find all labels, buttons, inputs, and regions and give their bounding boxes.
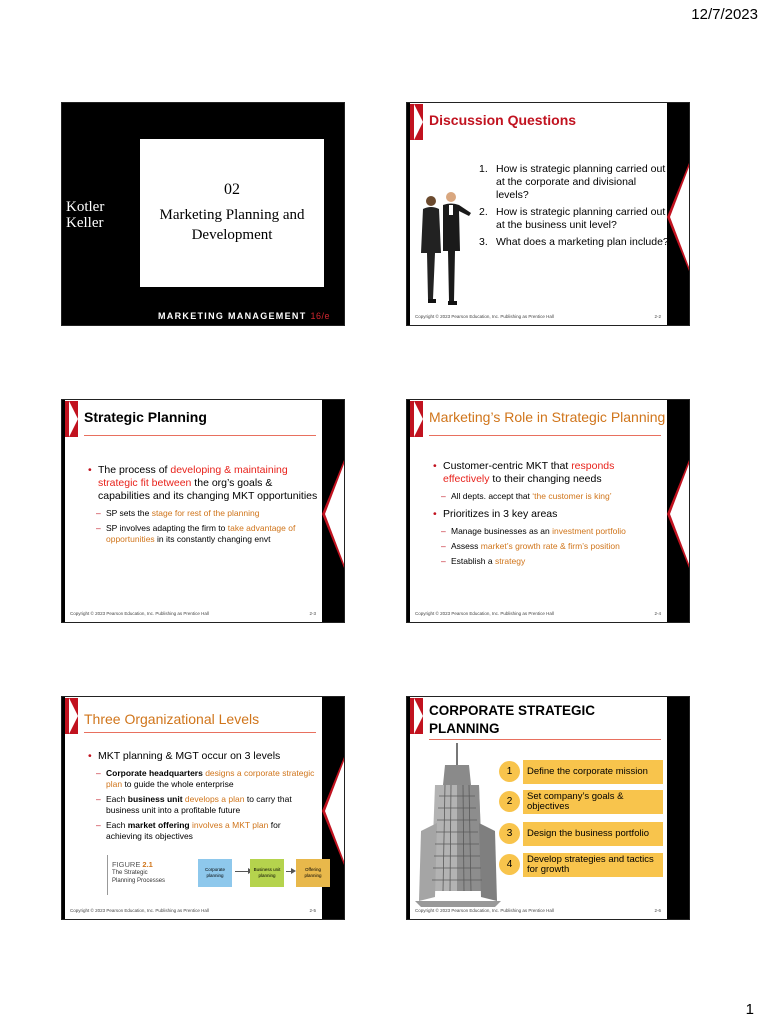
step-number: 4 (499, 854, 520, 875)
question-list (479, 163, 669, 253)
right-chevron-icon (667, 163, 689, 271)
brand-line1: Kotler (66, 199, 105, 215)
list-item (479, 236, 669, 249)
step-item (499, 760, 663, 784)
sub-bullet-text: Establish a (451, 556, 495, 566)
slide-number: 2-5 (309, 908, 316, 913)
edition-label: 16/e (310, 311, 331, 321)
sub-bullet-text: to carry that business unit into a profitable future (106, 794, 292, 815)
list-item (479, 163, 669, 202)
arrow-right-icon (235, 871, 251, 872)
sub-bullet-text: SP sets the (106, 508, 152, 518)
business-people-icon (413, 191, 475, 309)
slide-number: 2-3 (309, 611, 316, 616)
title-divider (429, 435, 661, 436)
sub-bullet-highlight: stage for rest of the planning (151, 508, 260, 518)
sub-bullet-item (431, 526, 663, 537)
sub-bullet-highlight: investment portfolio (552, 526, 626, 536)
figure-divider (107, 855, 108, 895)
title-divider (84, 732, 316, 733)
bullet-text: Customer-centric MKT that (443, 460, 572, 472)
slide-title: Marketing’s Role in Strategic Planning (429, 409, 666, 425)
bullet-text: MKT planning & MGT occur on 3 levels (98, 750, 281, 762)
chapter-title: Marketing Planning and Development (159, 207, 305, 243)
slide-corporate-strategic-planning (406, 696, 690, 920)
question-number: 2. (479, 206, 488, 218)
slide-strategic-planning (61, 399, 345, 623)
step-item (499, 790, 663, 814)
page-date: 12/7/2023 (691, 6, 758, 23)
page-number: 1 (745, 1001, 754, 1018)
step-text: Set company’s goals & objectives (523, 790, 663, 814)
step-number: 3 (499, 823, 520, 844)
figure-box-offering: Offering planning (296, 859, 330, 887)
slide-title-line: CORPORATE STRATEGIC (429, 703, 596, 718)
figure-label-text: FIGURE (112, 860, 143, 869)
sub-bullet-bold: business unit (127, 794, 183, 804)
bullet-item (431, 508, 663, 521)
sub-bullet-item (431, 556, 663, 567)
figure-label (112, 861, 165, 885)
figure-box-corporate: Corporate planning (198, 859, 232, 887)
figure-box-business-unit: Business unit planning (250, 859, 284, 887)
sub-bullet-highlight: involves a MKT plan (189, 820, 269, 830)
sub-bullet-highlight: ‘the customer is king’ (532, 491, 612, 501)
slide-body (86, 750, 318, 846)
sub-bullet-highlight: market’s growth rate & firm’s position (480, 541, 620, 551)
sub-bullet-text: Assess (451, 541, 481, 551)
slide-number: 2-4 (654, 611, 661, 616)
sub-bullet-text: to guide the whole enterprise (122, 779, 234, 789)
sub-bullet-text: in its constantly changing envt (154, 534, 271, 544)
right-chevron-icon (322, 460, 344, 568)
step-text: Develop strategies and tactics for growth (523, 853, 663, 877)
copyright-text: Copyright © 2023 Pearson Education, Inc. Publishing as Prentice Hall (415, 314, 554, 319)
book-title: MARKETING MANAGEMENT (158, 311, 307, 321)
slide-organizational-levels (61, 696, 345, 920)
sub-bullet-highlight: develops a plan (182, 794, 245, 804)
question-number: 3. (479, 236, 488, 248)
copyright-text: Copyright © 2023 Pearson Education, Inc. Publishing as Prentice Hall (415, 908, 554, 913)
sub-bullet-text: for achieving its objectives (106, 820, 281, 841)
bullet-item (86, 464, 318, 503)
copyright-text: Copyright © 2023 Pearson Education, Inc. Publishing as Prentice Hall (415, 611, 554, 616)
left-chevron-icon (65, 698, 78, 734)
slide-title-card (61, 102, 345, 326)
slide-discussion-questions (406, 102, 690, 326)
right-stripe (667, 697, 689, 919)
right-chevron-icon (322, 757, 344, 865)
title-box (140, 139, 324, 287)
bullet-text: to their changing needs (489, 473, 602, 485)
question-text: How is strategic planning carried out at the business unit level? (496, 206, 666, 231)
title-divider (429, 739, 661, 740)
book-title-bar (158, 311, 330, 321)
slide-title: Three Organizational Levels (84, 711, 260, 727)
sub-bullet-text: All depts. accept that (451, 491, 533, 501)
bullet-highlight: developing & maintaining strategic fit between (98, 464, 288, 489)
question-text: How is strategic planning carried out at the corporate and divisional levels? (496, 163, 666, 201)
sub-bullet-text: Each (106, 794, 128, 804)
step-item (499, 853, 663, 877)
brand-line2: Keller (66, 215, 104, 231)
brand-logo (66, 199, 104, 231)
sub-bullet-highlight: designs a corporate strategic plan (106, 768, 315, 789)
bullet-item (431, 460, 663, 486)
slide-number: 2-2 (654, 314, 661, 319)
sub-bullet-bold: Corporate headquarters (106, 768, 203, 778)
right-chevron-icon (667, 460, 689, 568)
sub-bullet-text: Each (106, 820, 128, 830)
step-item (499, 822, 663, 846)
copyright-text: Copyright © 2023 Pearson Education, Inc. Publishing as Prentice Hall (70, 908, 209, 913)
slide-body (86, 464, 318, 549)
sub-bullet-item (86, 508, 318, 519)
figure-caption: Planning Processes (112, 878, 166, 884)
sub-bullet-item (86, 523, 318, 545)
slide-body (431, 460, 663, 571)
left-chevron-icon (65, 401, 78, 437)
sub-bullet-highlight: strategy (494, 556, 526, 566)
step-text: Design the business portfolio (523, 822, 663, 846)
step-number: 1 (499, 761, 520, 782)
arrow-right-icon (286, 871, 294, 872)
sub-bullet-bold: market offering (127, 820, 190, 830)
slide-title: Strategic Planning (84, 409, 207, 425)
left-chevron-icon (410, 401, 423, 437)
slide-title-line: PLANNING (429, 721, 500, 736)
sub-bullet-item (431, 491, 663, 502)
sub-bullet-item (86, 794, 318, 816)
sub-bullet-highlight: take advantage of opportunities (106, 523, 296, 544)
copyright-text: Copyright © 2023 Pearson Education, Inc. Publishing as Prentice Hall (70, 611, 209, 616)
sub-bullet-text: Manage businesses as an (451, 526, 553, 536)
question-text: What does a marketing plan include? (496, 236, 669, 248)
figure-caption: The Strategic (112, 870, 148, 876)
bullet-text: the org’s goals & capabilities and its changing MKT opportunities (98, 477, 318, 502)
skyscraper-icon (415, 741, 501, 909)
chapter-number: 02 (224, 181, 240, 198)
sub-bullet-text: SP involves adapting the firm to (106, 523, 228, 533)
slide-title (429, 702, 595, 738)
bullet-item (86, 750, 318, 763)
bullet-text: Prioritizes in 3 key areas (443, 508, 558, 520)
question-number: 1. (479, 163, 488, 175)
step-text: Define the corporate mission (523, 760, 663, 784)
slide-title: Discussion Questions (429, 112, 577, 128)
left-chevron-icon (410, 698, 423, 734)
bullet-highlight: responds effectively (443, 460, 615, 485)
list-item (479, 206, 669, 232)
left-chevron-icon (410, 104, 423, 140)
sub-bullet-item (86, 768, 318, 790)
bullet-text: The process of (98, 464, 171, 476)
sub-bullet-item (431, 541, 663, 552)
slide-number: 2-6 (654, 908, 661, 913)
title-divider (84, 435, 316, 436)
slide-marketing-role (406, 399, 690, 623)
figure-number: 2.1 (142, 860, 153, 869)
sub-bullet-item (86, 820, 318, 842)
step-number: 2 (499, 791, 520, 812)
